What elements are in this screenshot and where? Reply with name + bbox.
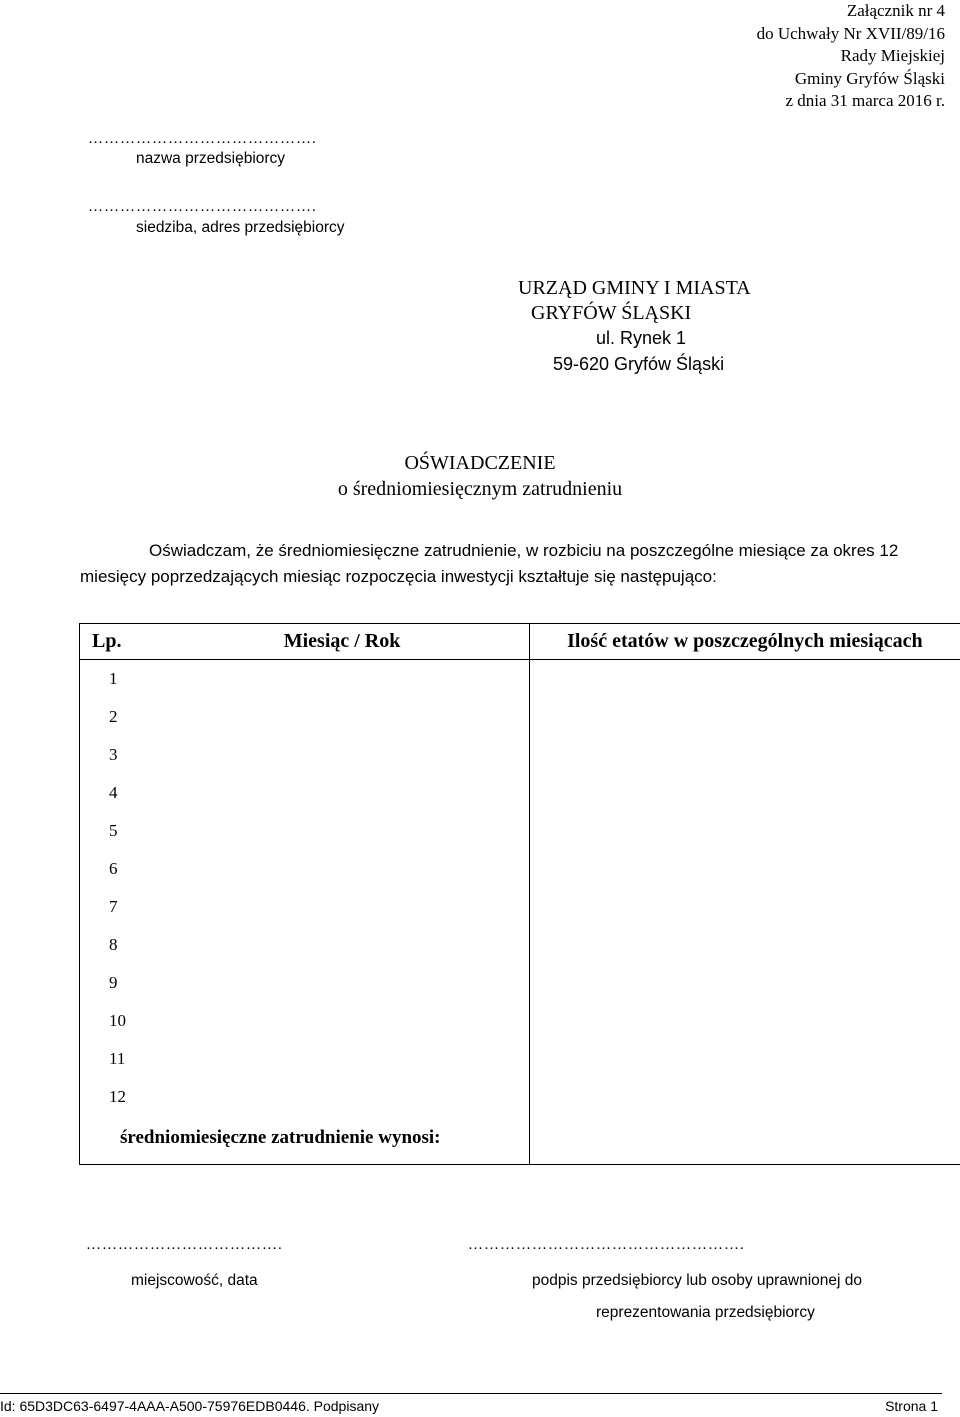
month-year-cell[interactable] [155,774,529,812]
month-year-cell[interactable] [155,964,529,1002]
job-count-cell[interactable] [529,1040,960,1078]
row-number: 12 [80,1078,156,1116]
table-row [80,660,960,699]
row-number: 4 [80,774,156,812]
document-title: OŚWIADCZENIE [404,452,556,474]
month-year-cell[interactable] [155,926,529,964]
signature-caption-line-1: podpis przedsiębiorcy lub osoby uprawnionej do [532,1272,863,1289]
month-year-cell[interactable] [155,736,529,774]
table-row [80,812,960,850]
month-year-cell[interactable] [155,698,529,736]
company-name-field[interactable]: ……………………………………. [88,131,317,147]
row-number: 3 [80,736,156,774]
month-year-cell[interactable] [155,850,529,888]
row-number: 6 [80,850,156,888]
signature-field[interactable]: ……………………………………………. [468,1237,745,1253]
month-year-cell[interactable] [155,660,529,699]
annex-line: Załącznik nr 4 [846,1,945,20]
statement-text: Oświadczam, że średniomiesięczne zatrudnienie, w rozbiciu na poszczególne miesiące za okres 12 miesięcy poprzedzających miesiąc rozpoczęcia inwestycji kształtuje się następująco: [80,541,899,586]
job-count-cell[interactable] [529,774,960,812]
annex-line: Rady Miejskiej [840,46,945,65]
month-year-cell[interactable] [155,1002,529,1040]
place-date-caption: miejscowość, data [131,1272,258,1289]
table-row [80,964,960,1002]
annex-header [757,0,945,113]
month-year-cell[interactable] [155,812,529,850]
header-lp: Lp. [80,624,156,660]
table-row [80,698,960,736]
table-row [80,736,960,774]
month-year-cell[interactable] [155,888,529,926]
job-count-cell[interactable] [529,1002,960,1040]
summary-row [80,1116,960,1165]
row-number: 5 [80,812,156,850]
place-date-field[interactable]: ………………………………. [86,1237,283,1253]
average-employment-cell[interactable] [529,1116,960,1165]
table-row [80,1002,960,1040]
job-count-cell[interactable] [529,660,960,699]
statement-paragraph [80,538,960,590]
document-subtitle: o średniomiesięcznym zatrudnieniu [337,478,623,500]
table-header-row [80,624,960,660]
row-number: 8 [80,926,156,964]
row-number: 7 [80,888,156,926]
table-row [80,926,960,964]
office-line-4: 59-620 Gryfów Śląski [553,354,725,374]
header-month-year: Miesiąc / Rok [155,624,529,660]
month-year-cell[interactable] [155,1078,529,1116]
month-year-cell[interactable] [155,1040,529,1078]
summary-label: średniomiesięczne zatrudnienie wynosi: [80,1116,530,1165]
office-line-1: URZĄD GMINY I MIASTA [518,277,751,299]
row-number: 10 [80,1002,156,1040]
signature-caption-line-2: reprezentowania przedsiębiorcy [596,1304,815,1321]
job-count-cell[interactable] [529,1078,960,1116]
footer-page-number: Strona 1 [885,1398,938,1414]
job-count-cell[interactable] [529,926,960,964]
footer-document-id: Id: 65D3DC63-6497-4AAA-A500-75976EDB0446. Podpisany [0,1398,380,1414]
table-row [80,1078,960,1116]
job-count-cell[interactable] [529,964,960,1002]
job-count-cell[interactable] [529,888,960,926]
row-number: 9 [80,964,156,1002]
row-number: 2 [80,698,156,736]
company-name-caption: nazwa przedsiębiorcy [136,150,286,167]
job-count-cell[interactable] [529,812,960,850]
table-row [80,1040,960,1078]
table-row [80,888,960,926]
company-address-caption: siedziba, adres przedsiębiorcy [136,219,345,236]
job-count-cell[interactable] [529,850,960,888]
annex-line: Gminy Gryfów Śląski [794,68,945,88]
company-address-field[interactable]: ……………………………………. [88,199,317,215]
header-job-count: Ilość etatów w poszczególnych miesiącach [529,624,960,660]
row-number: 11 [80,1040,156,1078]
office-line-3: ul. Rynek 1 [596,328,687,348]
job-count-cell[interactable] [529,736,960,774]
annex-line: z dnia 31 marca 2016 r. [785,91,945,110]
table-row [80,850,960,888]
row-number: 1 [80,660,156,699]
employment-table [79,623,960,1165]
annex-line: do Uchwały Nr XVII/89/16 [756,23,945,43]
office-line-2: GRYFÓW ŚLĄSKI [531,302,692,324]
job-count-cell[interactable] [529,698,960,736]
footer-divider [0,1393,942,1394]
table-row [80,774,960,812]
